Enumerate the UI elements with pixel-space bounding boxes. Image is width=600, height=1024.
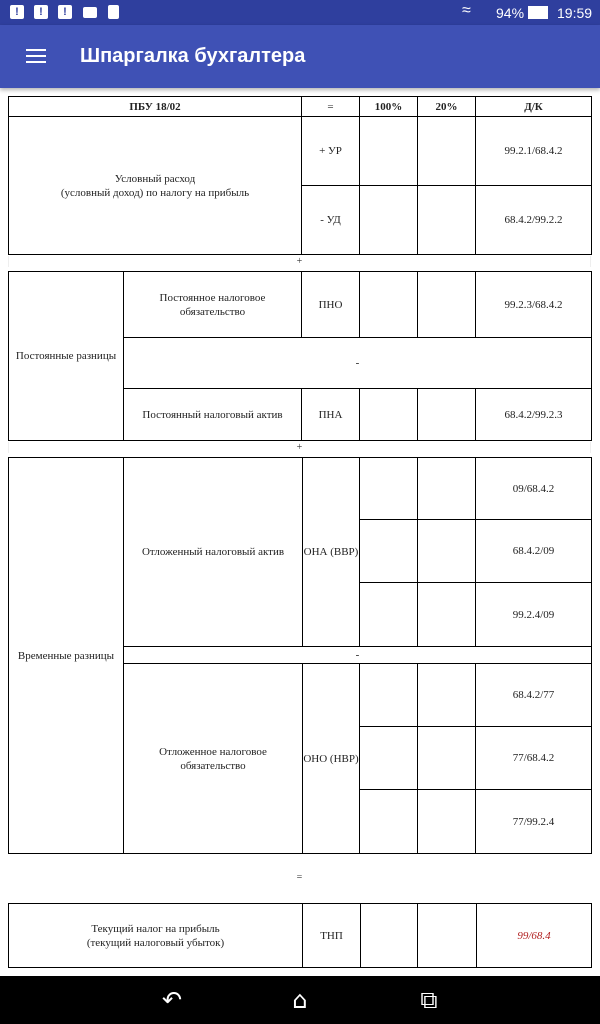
plus-separator-2: +	[8, 442, 591, 453]
home-icon[interactable]: ⌂	[292, 986, 308, 1014]
cell	[359, 388, 418, 441]
plus-separator: +	[8, 256, 591, 267]
cell	[359, 116, 418, 186]
dk-ud: 68.4.2/99.2.2	[475, 185, 592, 255]
ona-dk-1: 09/68.4.2	[475, 457, 592, 520]
ono-dk-1: 68.4.2/77	[475, 663, 592, 727]
battery-percent: 94%	[496, 5, 525, 21]
pna-code: ПНА	[301, 388, 360, 441]
tnp-code: ТНП	[302, 903, 361, 968]
equals-separator: =	[296, 872, 303, 883]
code-ud: - УД	[301, 185, 360, 255]
cell	[417, 789, 476, 854]
cell	[417, 457, 476, 520]
cell	[360, 903, 418, 968]
cell	[359, 185, 418, 255]
app-bar	[0, 25, 600, 88]
battery-icon	[528, 6, 548, 19]
navigation-bar	[0, 976, 600, 1024]
recents-icon[interactable]: ⧉	[420, 986, 438, 1014]
ono-code: ОНО (НВР)	[302, 663, 360, 854]
current-tax-label: Текущий налог на прибыль (текущий налоговый убыток)	[8, 903, 303, 968]
header-100: 100%	[359, 96, 418, 117]
ono-dk-3: 77/99.2.4	[475, 789, 592, 854]
conditional-expense-label: Условный расход (условный доход) по налогу на прибыль	[8, 116, 302, 255]
alert-icon: !	[10, 5, 24, 19]
status-bar	[0, 0, 600, 25]
cell	[417, 388, 476, 441]
temporary-diff-label: Временные разницы	[8, 457, 124, 854]
header-eq: =	[301, 96, 360, 117]
cell	[417, 663, 476, 727]
cell	[359, 457, 418, 520]
cell	[417, 116, 476, 186]
header-pbu: ПБУ 18/02	[8, 96, 302, 117]
cell	[359, 663, 418, 727]
cell	[359, 582, 418, 647]
ona-code: ОНА (ВВР)	[302, 457, 360, 647]
ona-name: Отложенный налоговый актив	[123, 457, 303, 647]
pna-name: Постоянный налоговый актив	[123, 388, 302, 441]
code-ur: + УР	[301, 116, 360, 186]
app-title: Шпаргалка бухгалтера	[80, 45, 306, 67]
clock: 19:59	[557, 5, 593, 21]
pno-code: ПНО	[301, 271, 360, 338]
sd-card-icon	[108, 5, 119, 19]
cell	[359, 789, 418, 854]
sd-alert-icon-2: !	[58, 5, 72, 19]
pna-dk: 68.4.2/99.2.3	[475, 388, 592, 441]
cell	[417, 185, 476, 255]
ono-dk-2: 77/68.4.2	[475, 726, 592, 790]
cell	[417, 519, 476, 583]
minus-row-2: -	[123, 646, 592, 664]
header-dk: Д/К	[475, 96, 592, 117]
dk-ur: 99.2.1/68.4.2	[475, 116, 592, 186]
cell	[417, 726, 476, 790]
permanent-diff-label: Постоянные разницы	[8, 271, 124, 441]
minus-row: -	[123, 337, 592, 389]
sd-alert-icon: !	[34, 5, 48, 19]
cell	[417, 582, 476, 647]
ona-dk-3: 99.2.4/09	[475, 582, 592, 647]
cell	[359, 726, 418, 790]
menu-icon[interactable]	[26, 49, 46, 64]
cell	[359, 519, 418, 583]
pno-dk: 99.2.3/68.4.2	[475, 271, 592, 338]
cell	[417, 271, 476, 338]
ona-dk-2: 68.4.2/09	[475, 519, 592, 583]
tnp-dk: 99/68.4	[476, 903, 592, 968]
cell	[359, 271, 418, 338]
ono-name: Отложенное налоговое обязательство	[123, 663, 303, 854]
image-icon	[83, 7, 97, 18]
wifi-icon: ≈	[462, 2, 471, 19]
cell	[417, 903, 477, 968]
back-icon[interactable]: ↶	[161, 986, 183, 1014]
header-20: 20%	[417, 96, 476, 117]
pno-name: Постоянное налоговое обязательство	[123, 271, 302, 338]
